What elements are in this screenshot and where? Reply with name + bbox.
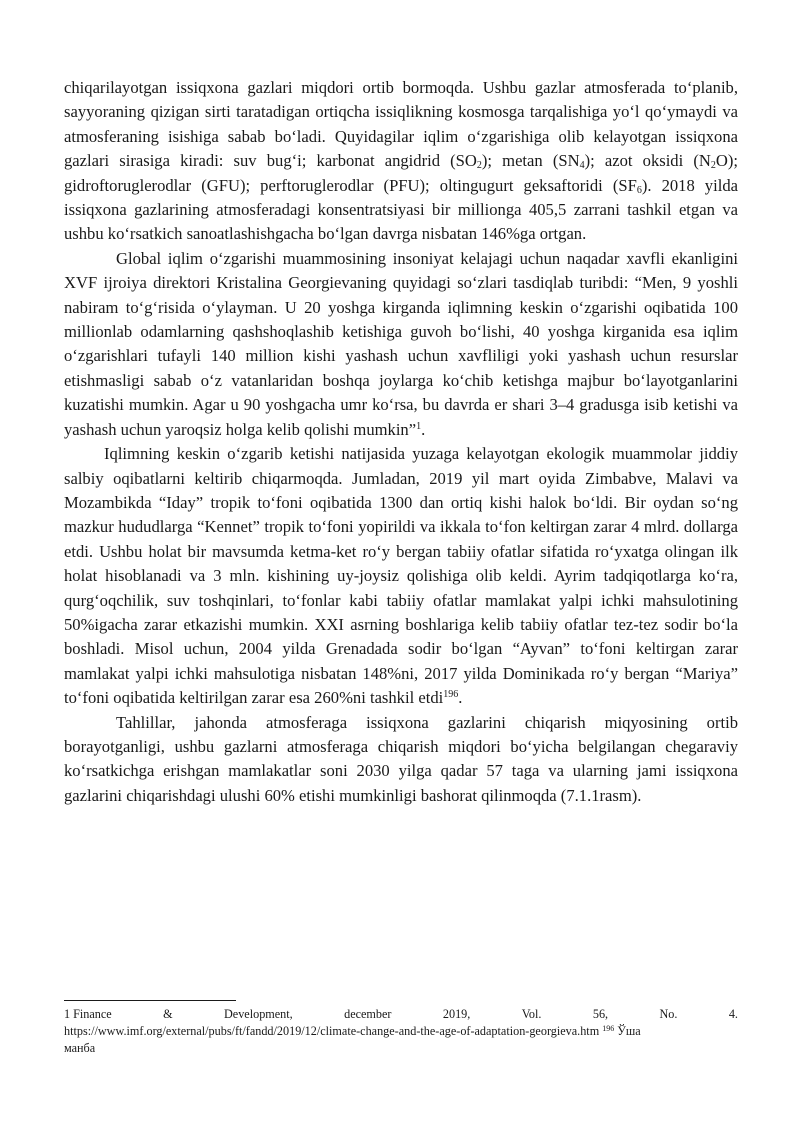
footnote-word: Vol. — [521, 1007, 542, 1021]
paragraph-4 — [64, 711, 738, 809]
footnote-word: 1 Finance — [64, 1007, 112, 1021]
paragraph-2-tail: . — [421, 419, 426, 439]
paragraph-4-text: Tahlillar, jahonda atmosferaga issiqxona gazlarini chiqarish miqyosining ortib borayotganligi, ushbu gazlarni atmosferaga chiqarish miqdori bo‘yicha belgilangan chegaraviy ko‘rsatkichga erishgan mamlakatlar soni 2030 yilga qadar 57 taga va ularning jami issiqxona gazlarini chiqarishdagi ulushi 60% etishi mumkinligi bashorat qilinmoqda (7.1.1rasm). — [64, 712, 738, 805]
footnote-ref: 196 — [602, 1024, 615, 1033]
paragraph-2 — [64, 247, 738, 442]
paragraph-3 — [64, 442, 738, 710]
footnote-word: 2019, — [442, 1007, 471, 1021]
footnote-word: december — [344, 1007, 392, 1021]
footnote-citation — [64, 1006, 738, 1023]
footnote-url[interactable]: https://www.imf.org/external/pubs/ft/fandd/2019/12/climate-change-and-the-age-of-adaptation-georgieva.htm — [64, 1024, 600, 1038]
subscript: 2 — [476, 160, 482, 172]
subscript: 2 — [710, 160, 716, 172]
footnote-source: манба — [64, 1041, 96, 1055]
footnote-ref-text: Ўша — [614, 1024, 641, 1038]
paragraph-2-text: Global iqlim o‘zgarishi muammosining insoniyat kelajagi uchun naqadar xavfli ekanligini XVF ijroiya direktori Kristalina Georgievaning quyidagi so‘zlari tasdiqlab turibdi: “Men, 9 yoshli nabiram to‘g‘risida o‘ylayman. U 20 yoshga kirganda iqlimning keskin o‘zgarishi oqibatida 100 millionlab odamlarning qashshoqlashib ketishiga guvoh bo‘lishi, 40 yoshga kirganida esa iqlim o‘zgarishlari tufayli 140 million kishi yashash uchun xavfliligi yoki yashash uchun resurslar etishmasligi sabab o‘z vatanlaridan boshqa joylarga ko‘chib ketishga majbur bo‘layotganlarini kuzatishi mumkin. Agar u 90 yoshgacha umr ko‘rsa, bu davrda er shari 3–4 gradusga isib ketishi va yashash uchun yaroqsiz holga kelib qolishi mumkin” — [64, 248, 738, 439]
paragraph-1-text-c: ); azot oksidi (N — [584, 151, 711, 171]
paragraph-1-text-e: ). 2018 yilda issiqxona gazlarining atmosferadagi konsentratsiyasi bir millionga 405,5 zarrani tashkil etgan va ushbu ko‘rsatkich sanoatlashishgacha bo‘lgan davrga nisbatan 146%ga ortgan. — [64, 175, 738, 244]
paragraph-1 — [64, 76, 738, 247]
footnote — [64, 1006, 738, 1057]
footnote-url-line — [64, 1023, 738, 1040]
footnote-ref: 196 — [443, 689, 459, 701]
body-text — [64, 76, 738, 808]
footnote-word: Development, — [224, 1007, 293, 1021]
footnote-word: 56, — [592, 1007, 609, 1021]
paragraph-1-text-d: O); gidroftoruglerodlar (GFU); perftoruglerodlar (PFU); oltingugurt geksaftoridi (SF — [64, 151, 738, 195]
footnote-word: & — [163, 1007, 173, 1021]
paragraph-1-text-a: chiqarilayotgan issiqxona gazlari miqdori ortib bormoqda. Ushbu gazlar atmosferada to‘planib, sayyoraning qizigan sirti taratadigan ortiqcha issiqlikning kosmosga tarqalishiga yo‘l qo‘ymaydi va atmosferaning isishiga sabab bo‘ladi. Quyidagilar iqlim o‘zgarishiga olib kelayotgan issiqxona gazlari sirasiga kiradi: suv bug‘i; karbonat angidrid (SO — [64, 78, 738, 171]
paragraph-3-text: Iqlimning keskin o‘zgarib ketishi natijasida yuzaga kelayotgan ekologik muammolar jiddiy salbiy oqibatlarni keltirib chiqarmoqda. Jumladan, 2019 yil mart oyida Zimbabve, Malavi va Mozambikda “Iday” tropik to‘foni oqibatida 1300 dan ortiq kishi halok bo‘ldi. Bir oydan so‘ng mazkur hududlarga “Kennet” tropik to‘foni yopirildi va ikkala to‘fon keltirgan zarar 4 mlrd. dollarga etdi. Ushbu holat bir mavsumda ketma-ket ro‘y bergan tabiiy ofatlar sifatida ro‘yxatga olingan ilk holat hisoblanadi va 3 mln. kishining uy-joysiz qolishiga olib keldi. Ayrim tadqiqotlarga ko‘ra, qurg‘oqchilik, suv toshqinlari, to‘fonlar kabi tabiiy ofatlar mamlakat yalpi ichki mahsulotining 50%igacha zarar etkazishi mumkin. XXI asrning boshlariga kelib tabiiy ofatlar tez-tez sodir bo‘la boshladi. Misol uchun, 2004 yilda Grenadada sodir bo‘lgan “Ayvan” to‘foni keltirgan zarar mamlakat yalpi ichki mahsulotiga nisbatan 148%ni, 2017 yilda Dominikada ro‘y bergan “Mariya” to‘foni oqibatida keltirilgan zarar esa 260%ni tashkil etdi — [64, 444, 738, 708]
paragraph-3-tail: . — [458, 688, 463, 708]
footnote-word: 4. — [728, 1007, 738, 1021]
footnote-word: No. — [659, 1007, 678, 1021]
footnote-ref: 1 — [416, 420, 422, 432]
footnote-divider — [64, 1000, 236, 1001]
subscript: 6 — [636, 184, 642, 196]
paragraph-1-text-b: ); metan (SN — [481, 151, 580, 171]
subscript: 4 — [579, 160, 585, 172]
